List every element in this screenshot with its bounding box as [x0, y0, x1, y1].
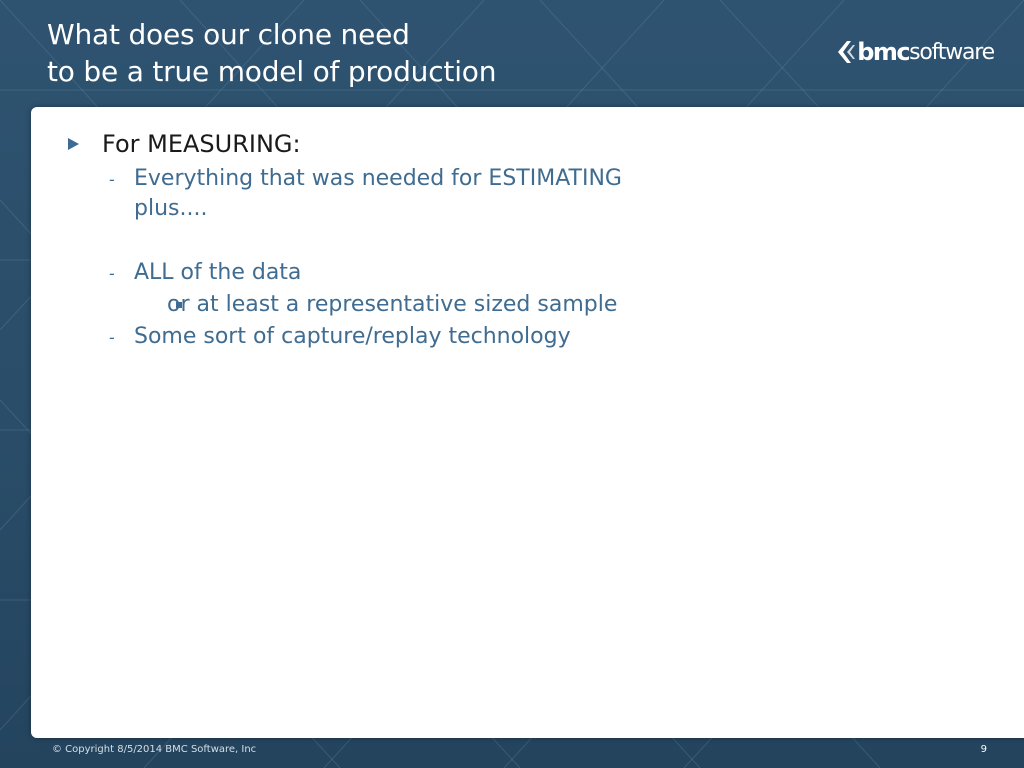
bullet-item-3: Some sort of capture/replay technology: [134, 324, 571, 349]
logo-brand-light: software: [909, 39, 994, 65]
logo-brand-bold: bmc: [857, 38, 910, 66]
bullet-subitem: or at least a representative sized sample: [167, 292, 618, 317]
slide-title-line-1: What does our clone need: [47, 18, 410, 51]
bullet-item-1-line-1: Everything that was needed for ESTIMATING: [134, 166, 622, 191]
bullet-level1-text: For MEASURING:: [102, 130, 301, 158]
bullet-item-2: ALL of the data: [134, 260, 302, 285]
footer-copyright: © Copyright 8/5/2014 BMC Software, Inc: [52, 744, 257, 755]
bullet-item-1-line-2: plus....: [134, 196, 208, 221]
page-number: 9: [980, 744, 987, 755]
bmc-logo: [835, 36, 994, 68]
bmc-chevron-icon: [835, 39, 855, 65]
triangle-bullet-icon: [68, 138, 79, 150]
slide-title-line-2: to be a true model of production: [47, 55, 497, 88]
dash-bullet-icon: -: [109, 328, 115, 347]
dash-bullet-icon: -: [109, 264, 115, 283]
slide-title: [47, 16, 496, 90]
dash-bullet-icon: -: [109, 170, 115, 189]
